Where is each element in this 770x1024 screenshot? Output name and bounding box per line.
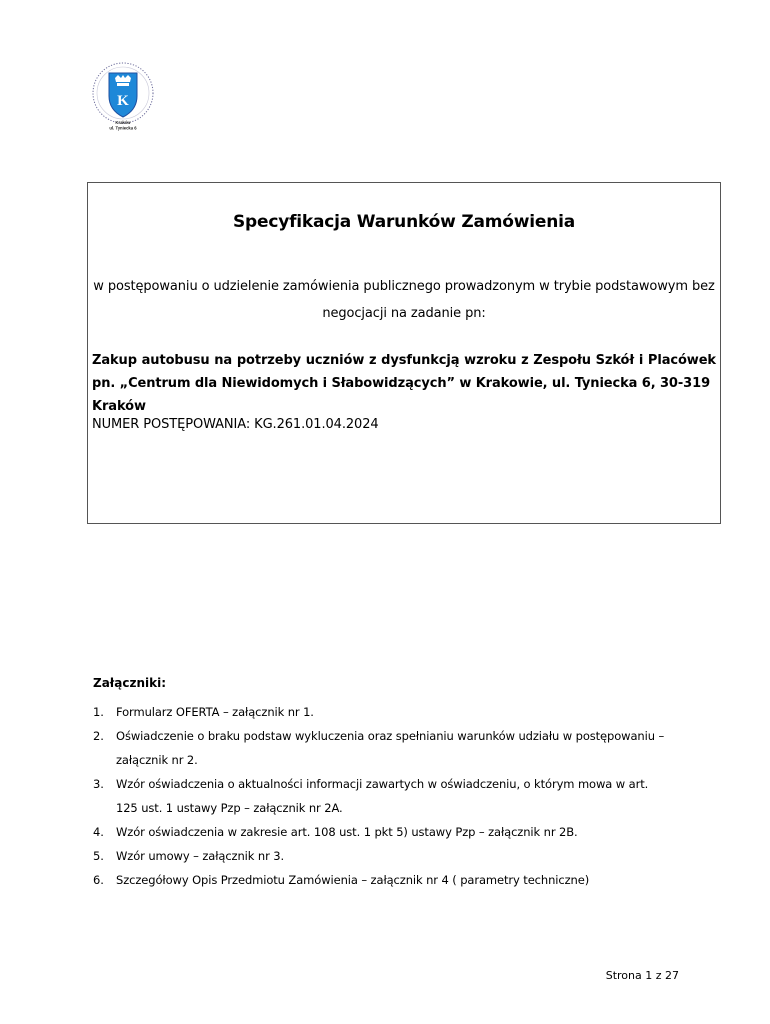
attachments-section — [93, 676, 733, 892]
subject-word: potrzeby — [236, 353, 302, 368]
attachment-text-continued: załącznik nr 2. — [116, 753, 198, 767]
logo-caption-1: Kraków — [115, 120, 131, 125]
logo-caption-2: ul. Tyniecka 6 — [109, 125, 137, 131]
school-logo — [88, 60, 158, 134]
subject-word: wzroku — [464, 353, 517, 368]
subject-word: autobusu — [141, 353, 210, 368]
subject-word: dysfunkcją — [381, 353, 460, 368]
subject-word: Zakup — [92, 353, 137, 368]
subject-line-1 — [92, 349, 716, 372]
attachment-text: Wzór oświadczenia w zakresie art. 108 ust. 1 pkt 5) ustawy Pzp – załącznik nr 2B. — [116, 825, 578, 839]
subject-word: na — [214, 353, 233, 368]
title-box — [87, 182, 721, 524]
subject-word: Zespołu — [533, 353, 591, 368]
attachment-item — [93, 844, 733, 868]
subject-word: z — [368, 353, 377, 368]
subtitle-line-1: w postępowaniu o udzielenie zamówienia publicznego prowadzonym w trybie podstawowym bez — [93, 279, 715, 294]
logo-letter: K — [117, 93, 129, 109]
document-title: Specyfikacja Warunków Zamówienia — [232, 212, 575, 232]
attachment-text: Oświadczenie o braku podstaw wykluczenia oraz spełnianiu warunków udziału w postępowaniu – — [116, 729, 665, 743]
attachment-text: Szczegółowy Opis Przedmiotu Zamówienia – załącznik nr 4 ( parametry techniczne) — [116, 873, 590, 887]
procurement-subject — [92, 349, 716, 418]
attachment-text: Formularz OFERTA – załącznik nr 1. — [116, 705, 314, 719]
attachment-item — [93, 868, 733, 892]
subject-word: uczniów — [305, 353, 365, 368]
attachment-item — [93, 724, 733, 772]
attachment-text: Wzór umowy – załącznik nr 3. — [116, 849, 285, 863]
subject-word: Szkół — [595, 353, 635, 368]
page-counter: Strona 1 z 27 — [605, 969, 679, 982]
subject-word: z — [521, 353, 529, 368]
subject-line-2: pn. „Centrum dla Niewidomych i Słabowidzących” w Krakowie, ul. Tyniecka 6, 30-319 Kraków — [92, 376, 711, 414]
document-subtitle — [88, 273, 720, 327]
subtitle-line-2: negocjacji na zadanie pn: — [322, 306, 486, 321]
attachment-number: 1. — [93, 705, 104, 719]
attachment-item — [93, 700, 733, 724]
procedure-number: NUMER POSTĘPOWANIA: KG.261.01.04.2024 — [92, 417, 379, 432]
subject-word: Placówek — [647, 353, 716, 368]
attachment-number: 6. — [93, 873, 104, 887]
attachments-list — [93, 700, 733, 892]
attachment-number: 3. — [93, 777, 104, 791]
attachments-heading: Załączniki: — [93, 676, 166, 690]
subject-word: i — [638, 353, 644, 368]
attachment-text: Wzór oświadczenia o aktualności informacji zawartych w oświadczeniu, o którym mowa w art. — [116, 777, 649, 791]
attachment-item — [93, 772, 733, 820]
attachment-number: 4. — [93, 825, 104, 839]
attachment-item — [93, 820, 733, 844]
attachment-text-continued: 125 ust. 1 ustawy Pzp – załącznik nr 2A. — [116, 801, 343, 815]
attachment-number: 2. — [93, 729, 104, 743]
attachment-number: 5. — [93, 849, 104, 863]
school-seal-icon — [88, 60, 158, 134]
